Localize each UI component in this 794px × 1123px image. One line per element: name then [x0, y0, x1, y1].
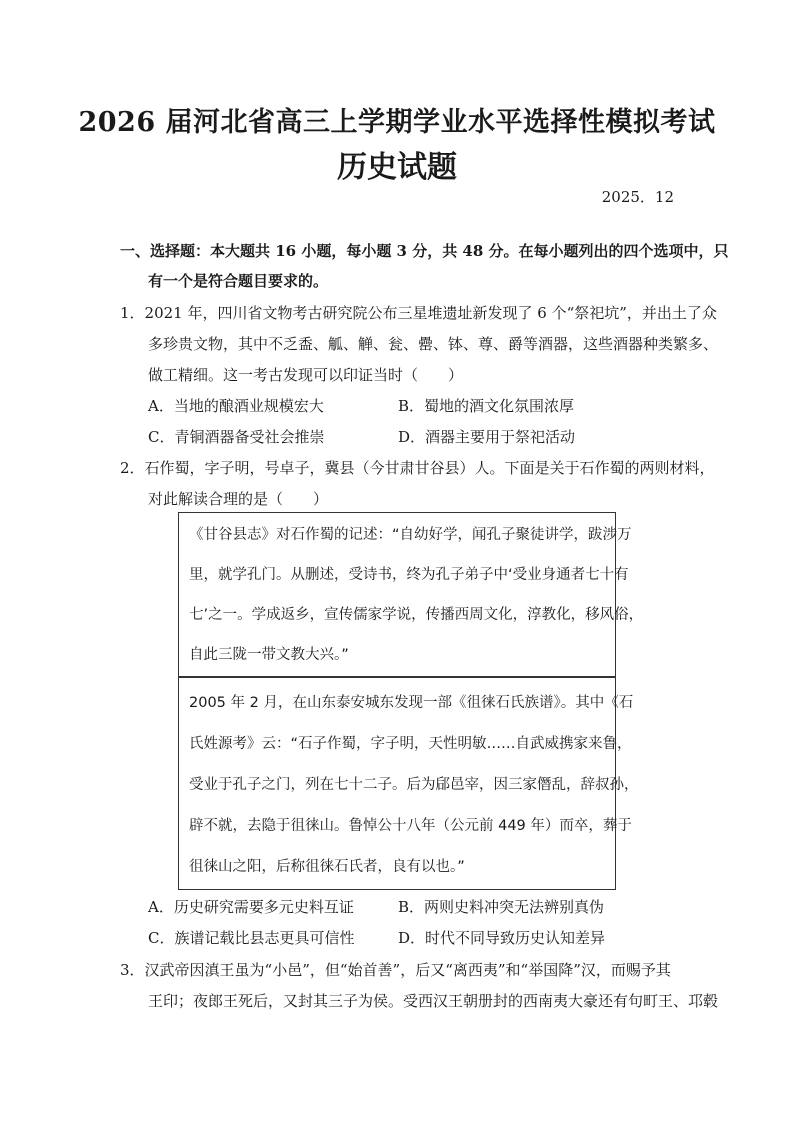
q3-stem-line1: 3．汉武帝因滇王虽为“小邑”，但“始首善”，后又“离西夷”和“举国降”汉，而赐予其: [120, 961, 671, 979]
q2-option-a[interactable]: A．历史研究需要多元史料互证: [148, 898, 354, 916]
material-1-line: 七’之一。学成返乡，宣传儒家学说，传播西周文化，淳教化，移风俗，: [189, 607, 644, 623]
q1-option-c[interactable]: C．青铜酒器备受社会推崇: [148, 428, 325, 446]
material-box-1: [178, 512, 644, 678]
section-heading-cont: 有一个是符合题目要求的。: [148, 272, 329, 290]
q2-option-b[interactable]: B．两则史料冲突无法辨别真伪: [398, 898, 605, 916]
material-2-line: 2005 年 2 月，在山东泰安城东发现一部《徂徕石氏族谱》。其中《石: [189, 695, 634, 711]
q2-stem-line2: 对此解读合理的是（ ）: [148, 490, 329, 508]
material-1-line: 自此三陇一带文教大兴。”: [189, 647, 349, 663]
material-2-line: 辟不就，去隐于徂徕山。鲁悼公十八年（公元前 449 年）而卒，葬于: [189, 818, 632, 834]
subject-title: 历史试题: [337, 150, 457, 185]
q1-option-a[interactable]: A．当地的酿酒业规模宏大: [148, 397, 324, 415]
q2-stem-line1: 2．石作蜀，字子明，号卓子，冀县（今甘肃甘谷县）人。下面是关于石作蜀的两则材料，: [120, 459, 715, 477]
material-1-line: 里，就学孔门。从删述，受诗书，终为孔子弟子中‘受业身通者七十有: [189, 567, 629, 583]
material-2-line: 受业于孔子之门，列在七十二子。后为郈邑宰，因三家僭乱，辞叔孙，: [189, 777, 639, 793]
material-1-line: 《甘谷县志》对石作蜀的记述：“自幼好学，闻孔子聚徒讲学，跋涉万: [189, 527, 632, 543]
material-2-line: 氏姓源考》云：“石子作蜀，字子明，天性明敏……自武威携家来鲁，: [189, 736, 632, 752]
q1-stem-line2: 多珍贵文物，其中不乏盉、觚、觯、瓮、罍、钵、尊、爵等酒器，这些酒器种类繁多、: [148, 335, 719, 353]
section-heading: 一、选择题：本大题共 16 小题，每小题 3 分，共 48 分。在每小题列出的四个选项中，只: [120, 242, 729, 260]
q2-option-d[interactable]: D．时代不同导致历史认知差异: [398, 929, 606, 947]
q3-stem-line2: 王印；夜郎王死后，又封其三子为侯。受西汉王朝册封的西南夷大豪还有句町王、邛毂: [148, 992, 719, 1010]
q1-option-d[interactable]: D．酒器主要用于祭祀活动: [398, 428, 576, 446]
material-2-line: 徂徕山之阳，后称徂徕石氏者，良有以也。”: [189, 859, 465, 875]
q1-option-b[interactable]: B．蜀地的酒文化氛围浓厚: [398, 397, 575, 415]
page-title: 2026 届河北省高三上学期学业水平选择性模拟考试: [78, 107, 716, 138]
material-box-2: [178, 676, 639, 890]
q2-option-c[interactable]: C．族谱记载比县志更具可信性: [148, 929, 355, 947]
q1-stem-line3: 做工精细。这一考古发现可以印证当时（ ）: [148, 366, 464, 384]
q1-stem-line1: 1．2021 年，四川省文物考古研究院公布三星堆遗址新发现了 6 个“祭祀坑”，并出土了众: [120, 304, 717, 322]
exam-date: 2025．12: [601, 188, 674, 206]
